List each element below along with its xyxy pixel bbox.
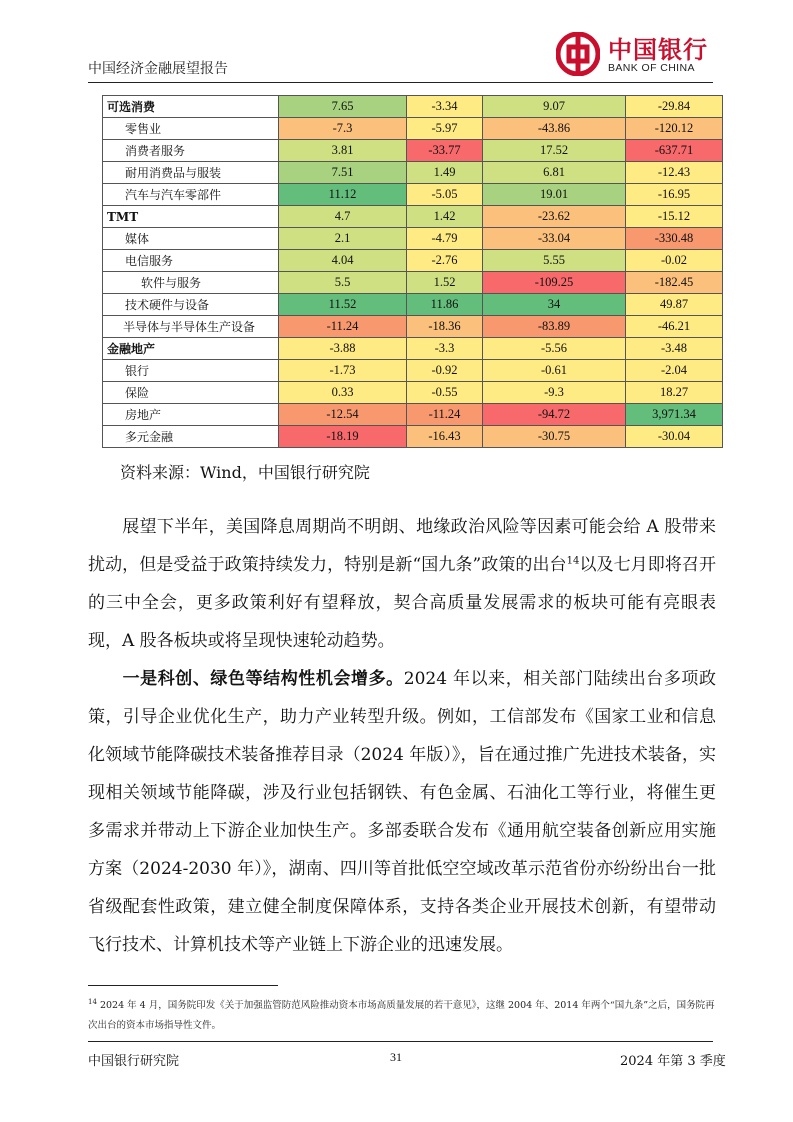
value-cell: -4.79 (407, 228, 483, 250)
table-row (103, 426, 723, 448)
value-cell: -2.76 (407, 250, 483, 272)
footnote-number: 14 (88, 998, 97, 1006)
header-rule (88, 82, 713, 83)
value-cell: 9.07 (483, 96, 626, 118)
page-number: 31 (390, 1050, 402, 1064)
row-label: TMT (103, 206, 279, 228)
value-cell: -3.34 (407, 96, 483, 118)
row-label: 技术硬件与设备 (103, 294, 279, 316)
table-row (103, 382, 723, 404)
value-cell: -11.24 (407, 404, 483, 426)
value-cell: 3.81 (279, 140, 407, 162)
paragraph-outlook-text-b: 以及七月即将召开的三中全会，更多政策利好有望释放，契合高质量发展需求的板块可能有亮眼表现，A 股各板块或将呈现快速轮动趋势。 (88, 555, 716, 651)
value-cell: -3.88 (279, 338, 407, 360)
value-cell: 0.33 (279, 382, 407, 404)
value-cell: -637.71 (626, 140, 723, 162)
bank-logo-icon (556, 32, 600, 76)
value-cell: 19.01 (483, 184, 626, 206)
bank-logo-name-en: BANK OF CHINA (608, 62, 695, 74)
table-row (103, 206, 723, 228)
value-cell: 34 (483, 294, 626, 316)
value-cell: 49.87 (626, 294, 723, 316)
value-cell: 6.81 (483, 162, 626, 184)
row-label: 媒体 (103, 228, 279, 250)
value-cell: -330.48 (626, 228, 723, 250)
value-cell: 1.52 (407, 272, 483, 294)
table-row (103, 360, 723, 382)
sector-data-table (102, 95, 723, 448)
footer-rule (88, 1041, 713, 1042)
value-cell: -94.72 (483, 404, 626, 426)
value-cell: 11.52 (279, 294, 407, 316)
value-cell: 11.86 (407, 294, 483, 316)
footer-quarter: 2024 年第 3 季度 (620, 1054, 726, 1069)
value-cell: -9.3 (483, 382, 626, 404)
row-label: 可选消费 (103, 96, 279, 118)
table-row (103, 184, 723, 206)
table-row (103, 272, 723, 294)
value-cell: -7.3 (279, 118, 407, 140)
table-row (103, 96, 723, 118)
value-cell: -0.92 (407, 360, 483, 382)
footnote-rule (88, 985, 278, 986)
value-cell: -0.61 (483, 360, 626, 382)
row-label: 电信服务 (103, 250, 279, 272)
value-cell: 7.65 (279, 96, 407, 118)
row-label: 银行 (103, 360, 279, 382)
row-label: 保险 (103, 382, 279, 404)
value-cell: -11.24 (279, 316, 407, 338)
value-cell: -16.95 (626, 184, 723, 206)
value-cell: -83.89 (483, 316, 626, 338)
header-title: 中国经济金融展望报告 (88, 61, 228, 77)
value-cell: -12.54 (279, 404, 407, 426)
row-label: 房地产 (103, 404, 279, 426)
table-row (103, 228, 723, 250)
table-row (103, 338, 723, 360)
paragraph-outlook (88, 508, 716, 660)
row-label: 软件与服务 (103, 272, 279, 294)
table-source: 资料来源：Wind，中国银行研究院 (120, 463, 370, 482)
value-cell: 17.52 (483, 140, 626, 162)
paragraph-structural-body: 2024 年以来，相关部门陆续出台多项政策，引导企业优化生产，助力产业转型升级。例如，工信部发布《国家工业和信息化领域节能降碳技术装备推荐目录（2024 年版）》，旨在通过推广先进技术装备，实现相关领域节能降碳，涉及行业包括钢铁、有色金属、石油化工等行业，将催生更多需求并带动上下游企业加快生产。多部委联合发布《通用航空装备创新应用实施方案（2024-2030 年）》，湖南、四川等首批低空空域改革示范省份亦纷纷出台一批省级配套性政策，建立健全制度保障体系，支持各类企业开展技术创新，有望带动飞行技术、计算机技术等产业链上下游企业的迅速发展。 (88, 669, 717, 955)
bank-logo (556, 30, 716, 80)
value-cell: -0.02 (626, 250, 723, 272)
value-cell: -109.25 (483, 272, 626, 294)
value-cell: -5.97 (407, 118, 483, 140)
value-cell: -33.04 (483, 228, 626, 250)
value-cell: 7.51 (279, 162, 407, 184)
value-cell: 2.1 (279, 228, 407, 250)
paragraph-structural-lead: 一是科创、绿色等结构性机会增多。 (122, 669, 404, 689)
value-cell: -2.04 (626, 360, 723, 382)
footnote-ref: 14 (566, 555, 580, 567)
table-row (103, 404, 723, 426)
table-row (103, 294, 723, 316)
row-label: 消费者服务 (103, 140, 279, 162)
value-cell: 1.49 (407, 162, 483, 184)
bank-logo-name-cn: 中国银行 (608, 35, 708, 64)
value-cell: -16.43 (407, 426, 483, 448)
value-cell: -3.3 (407, 338, 483, 360)
table-row (103, 118, 723, 140)
value-cell: -182.45 (626, 272, 723, 294)
value-cell: 5.55 (483, 250, 626, 272)
value-cell: 4.7 (279, 206, 407, 228)
paragraph-outlook-text-a: 展望下半年，美国降息周期尚不明朗、地缘政治风险等因素可能会给 A 股带来扰动，但是受益于政策持续发力，特别是新“国九条”政策的出台 (88, 517, 716, 575)
table-row (103, 250, 723, 272)
value-cell: -18.36 (407, 316, 483, 338)
value-cell: 3,971.34 (626, 404, 723, 426)
value-cell: -29.84 (626, 96, 723, 118)
row-label: 耐用消费品与服装 (103, 162, 279, 184)
value-cell: -30.04 (626, 426, 723, 448)
value-cell: -0.55 (407, 382, 483, 404)
row-label: 多元金融 (103, 426, 279, 448)
value-cell: -43.86 (483, 118, 626, 140)
value-cell: 1.42 (407, 206, 483, 228)
footer-org: 中国银行研究院 (88, 1054, 180, 1069)
value-cell: 18.27 (626, 382, 723, 404)
value-cell: -120.12 (626, 118, 723, 140)
footnote-text: 2024 年 4 月，国务院印发《关于加强监管防范风险推动资本市场高质量发展的若干意见》，这继 2004 年、2014 年两个“国九条”之后，国务院再次出台的资本市场指导性文件。 (88, 1000, 715, 1032)
value-cell: -18.19 (279, 426, 407, 448)
value-cell: -1.73 (279, 360, 407, 382)
value-cell: -30.75 (483, 426, 626, 448)
value-cell: 4.04 (279, 250, 407, 272)
row-label: 半导体与半导体生产设备 (103, 316, 279, 338)
row-label: 零售业 (103, 118, 279, 140)
value-cell: 11.12 (279, 184, 407, 206)
row-label: 汽车与汽车零部件 (103, 184, 279, 206)
value-cell: -3.48 (626, 338, 723, 360)
value-cell: -23.62 (483, 206, 626, 228)
row-label: 金融地产 (103, 338, 279, 360)
table-row (103, 162, 723, 184)
footnote (88, 992, 716, 1036)
value-cell: -5.56 (483, 338, 626, 360)
value-cell: -46.21 (626, 316, 723, 338)
value-cell: -5.05 (407, 184, 483, 206)
value-cell: 5.5 (279, 272, 407, 294)
value-cell: -33.77 (407, 140, 483, 162)
value-cell: -12.43 (626, 162, 723, 184)
value-cell: -15.12 (626, 206, 723, 228)
paragraph-structural (88, 660, 716, 964)
table-row (103, 140, 723, 162)
table-row (103, 316, 723, 338)
